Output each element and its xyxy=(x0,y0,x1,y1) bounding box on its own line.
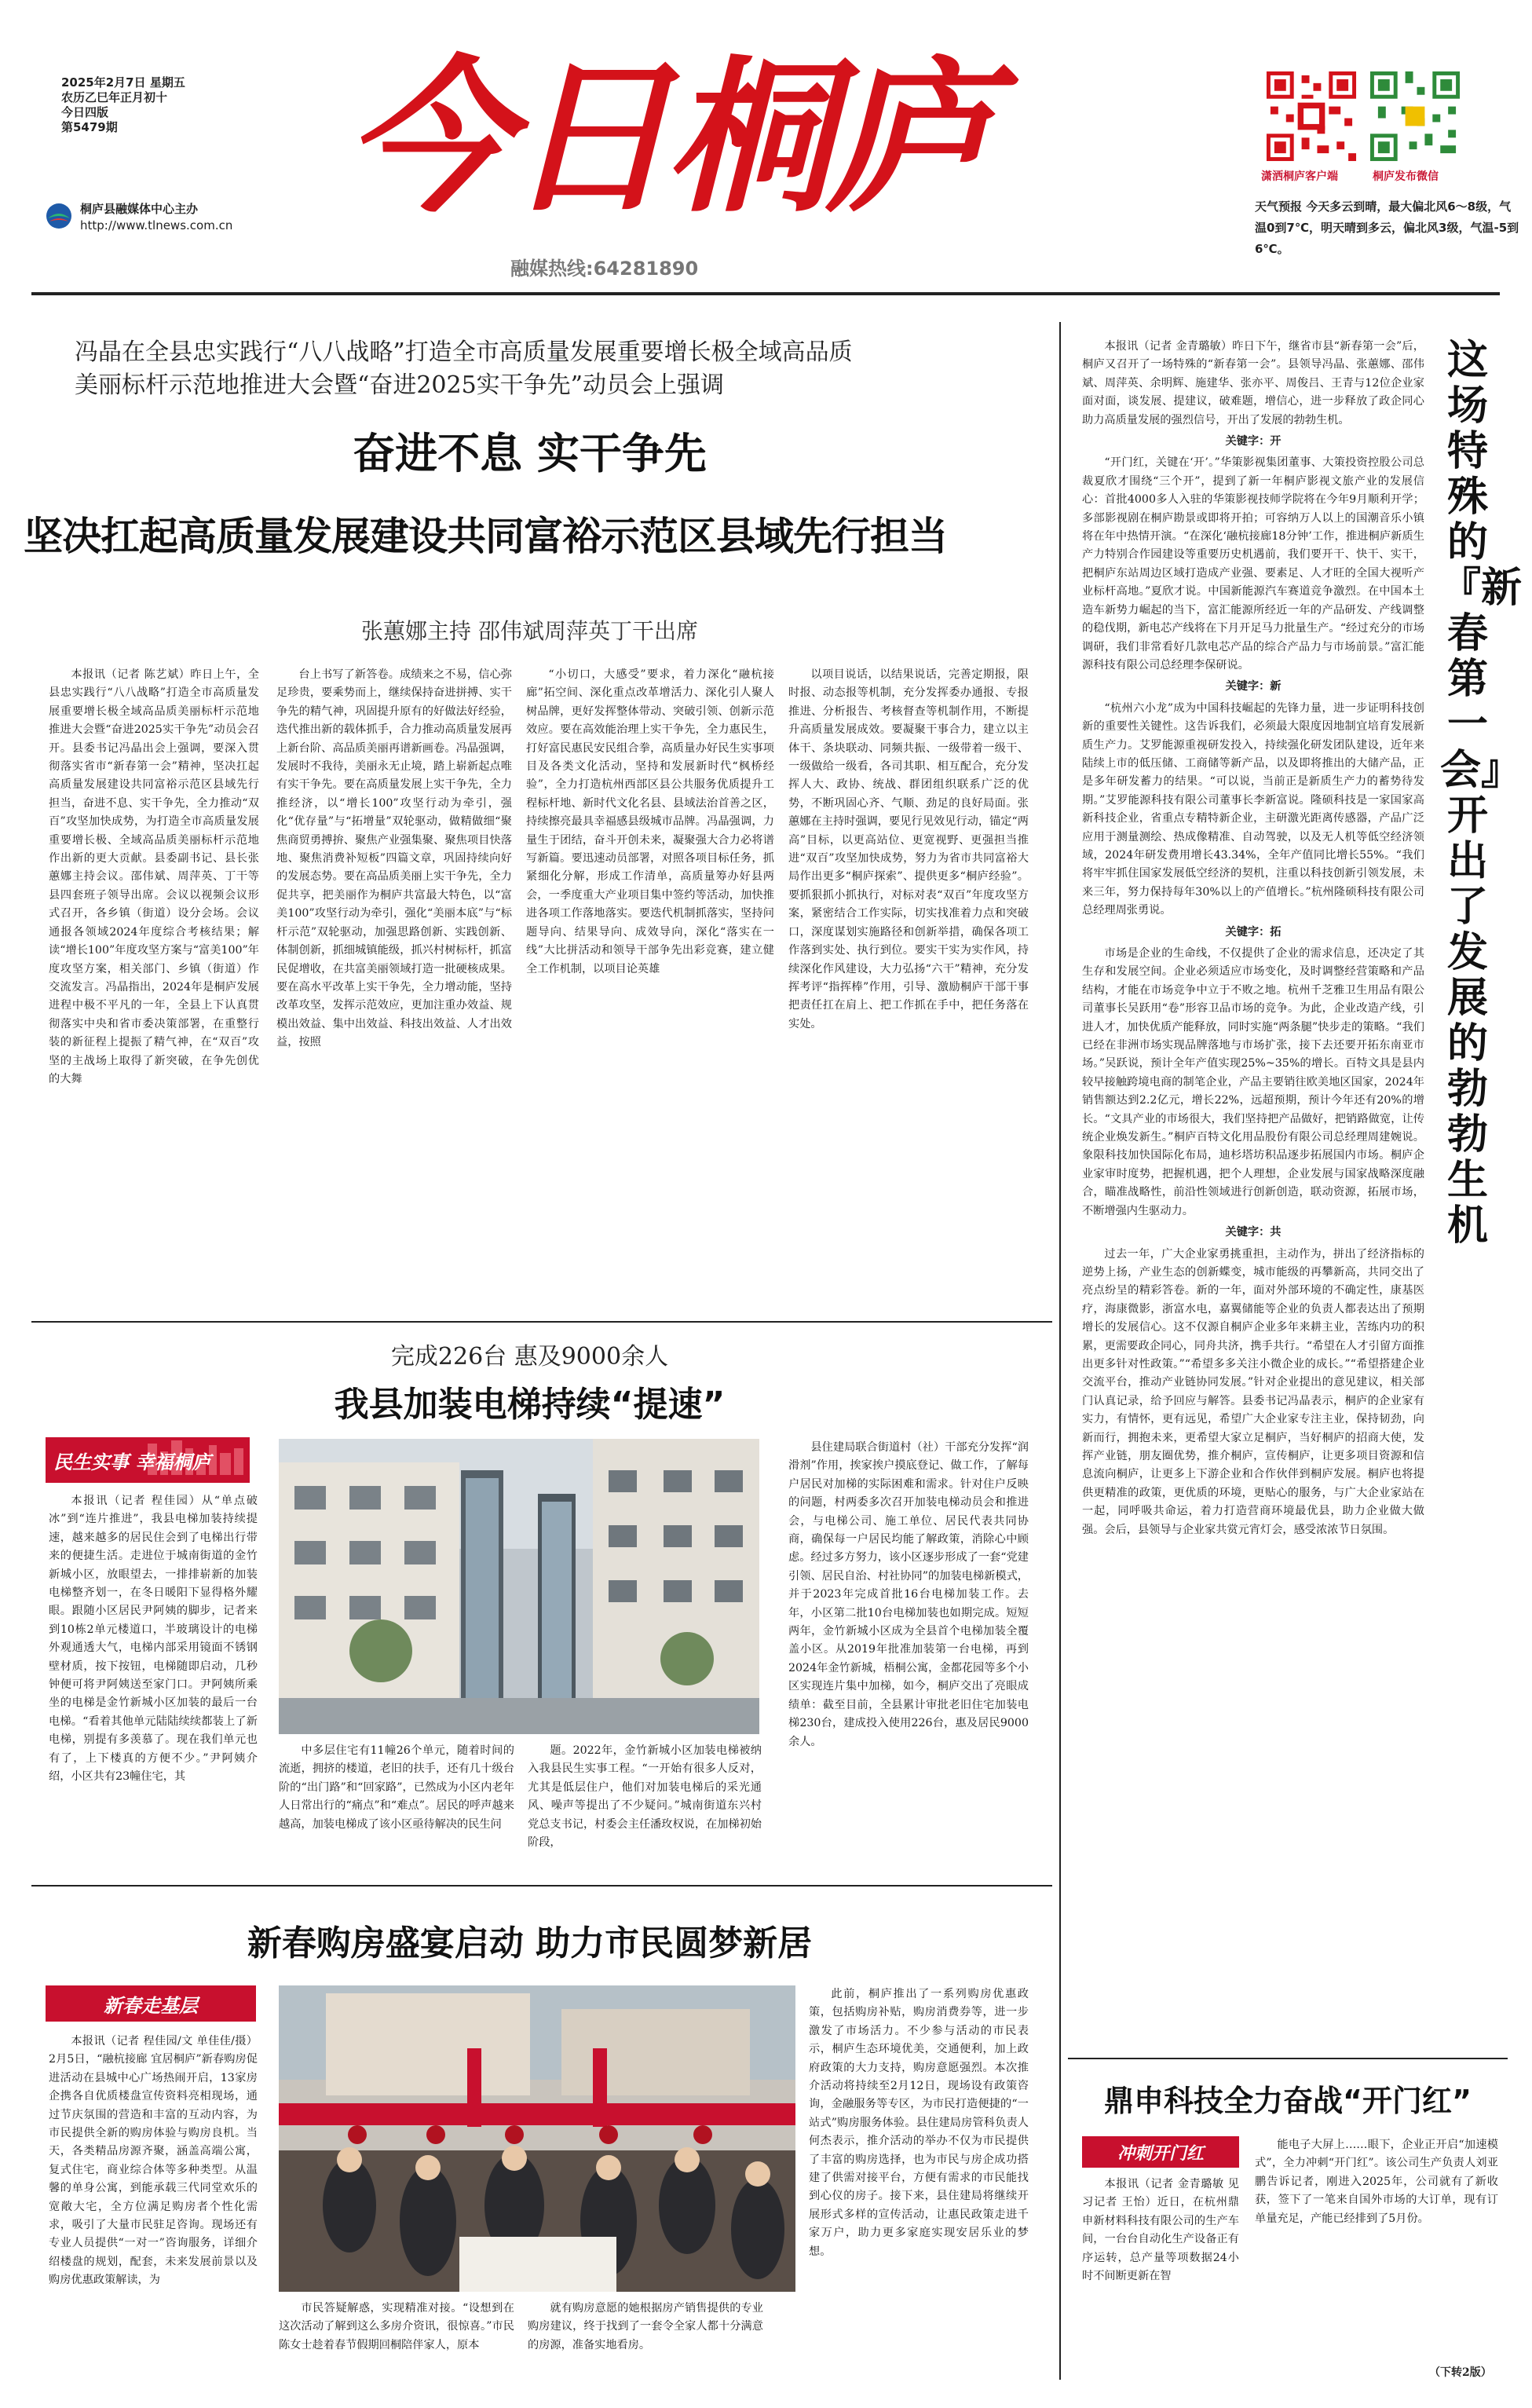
dingshen-column-1 xyxy=(1082,2176,1239,2388)
pages-line: 今日四版 xyxy=(61,105,109,119)
continued-note: （下转2版） xyxy=(1429,2366,1492,2379)
dingshen-column-2 xyxy=(1255,2136,1498,2356)
lead-text-3: “小切口，大感受”要求，着力深化“融杭接廊”拓空间、深化重点改革增活力、深化引人聚人树品牌，更好发挥整体带动、突破引领、创新示范效应。要在高效能治理上实干争先，全力惠民生，打好富民惠民安民组合拳，高质量办好民生实事项目及各类文化活动，坚持和发展新时代“枫桥经验”，全力打造杭州西部区县公共服务优质提升工程标杆地、新时代文化名县、县域法治首善之区，持续擦亮最具幸福感县级城市品牌。冯晶强调，力量生于团结，奋斗开创未来，凝聚强大合力必将谱写新篇。要迅速动员部署，对照各项目标任务，抓紧细化分解，形成工作清单，高质量筹办好县两会，一季度重大产业项目集中签约等活动，加快推进各项工作落地落实。要迭代机制抓落实，坚持问题导向、结果导向、成效导向，深化“落实在一线”大比拼活动和领导干部争先出彩竞赛，建立健全工作机制，以项目论英雄 xyxy=(526,668,774,975)
elevator-caption-text-2: 题。2022年，金竹新城小区加装电梯被纳入我县民生实事工程。“一开始有很多人反对，尤其是低层住户，他们对加装电梯后的采光通风、噪声等提出了不少疑问。”城南街道东兴村党总支书记，村委会主任潘玫权说，在加梯初始阶段， xyxy=(528,1744,762,1850)
newspaper-title: 今日桐庐 xyxy=(346,39,986,235)
lunar-line: 农历乙巳年正月初十 xyxy=(61,90,168,104)
keyword-expand: 关键字：拓 xyxy=(1225,925,1282,939)
keyword-new: 关键字：新 xyxy=(1225,680,1282,693)
livelihood-badge xyxy=(46,1437,250,1483)
keyword-open: 关键字：开 xyxy=(1225,435,1282,448)
keyword-together: 关键字：共 xyxy=(1225,1226,1282,1239)
hotline: 融媒热线:64281890 xyxy=(510,258,699,280)
lead-kicker xyxy=(75,336,1048,402)
special-paragraph-4: 过去一年，广大企业家勇挑重担，主动作为，拼出了经济指标的逆势上扬，产业生态的创新蝶变，城市能级的再攀新高，共同交出了亮点纷呈的精彩答卷。新的一年，面对外部环境的不确定性，康基医疗，海康微影，浙富水电，嘉翼储能等企业的负责人都表达出了预期增长的发展信心。这不仅源自桐庐企业多年来耕主业，苦练内功的积累，更需要政企同心，同舟共济，携手共行。“希望在人才引留方面推出更多针对性政策。”“希望多多关注小微企业的成长。”“希望搭建企业交流平台，推动产业链协同发展。”针对企业提出的意见建议，相关部门认真记录，给予回应与解答。县委书记冯晶表示，桐庐的企业家有实力，有情怀，更有远见，希望广大企业家专注主业，保持韧劲，向新而行，拥抱未来，更希望大家立足桐庐，当好桐庐的招商大使，发挥产业链，朋友圈优势，推介桐庐，宣传桐庐，让更多项目资源和信息流向桐庐，让更多上下游企业和合作伙伴到桐庐发展。桐庐也将提供更精准的政策，更优质的环境，更贴心的服务，与广大企业家站在一起，同呼吸共命运，着力打造营商环境最优县，助力企业做大做强。会后，县领导与企业家共赏元宵灯会，感受浓浓节日氛围。 xyxy=(1082,1247,1424,1536)
elevator-text-3: 县住建局联合街道村（社）干部充分发挥“润滑剂”作用，挨家挨户摸底登记、做工作，了解每户居民对加梯的实际困难和需求。针对住户反映的问题，村两委多次召开加装电梯动员会和推进会，与电梯公司、施工单位、居民代表共同协商，确保每一户居民均能了解政策，消除心中顾虑。经过多方努力，该小区逐步形成了一套“党建引领、居民自治、村社协同”的加装电梯新模式，并于2023年完成首批16台电梯加装工作。去年，小区第二批10台电梯加装也如期完成。短短两年，金竹新城小区成为全县首个电梯加装全覆盖小区。从2019年批准加装第一台电梯，再到2024年金竹新城，梧桐公寓，金都花园等多个小区实现连片集中加梯，如今，桐庐交出了亮眼成绩单：截至目前，全县累计审批老旧住宅加装电梯230台，建成投入使用226台，惠及居民9000余人。 xyxy=(788,1441,1029,1748)
lead-text-2: 台上书写了新答卷。成绩来之不易，信心弥足珍贵，要乘势而上，继续保持奋进拼搏、实干争先的精气神，巩固提升原有的好做法好经验，迭代推出新的载体抓手，合力推动高质量发展再上新台阶、高品质美丽再谱新画卷。冯晶强调，发展时不我待，美丽永无止境，踏上崭新起点唯有实干争先。要在高质量发展上实干争先，全力推经济，以“增长100”攻坚行动为牵引，强化“优存量”与“拓增量”双轮驱动，做精做细“聚焦商贸勇搏拚、聚焦产业强集聚、聚焦项目快落地、聚焦消费补短板”四篇文章，巩固持续向好的发展态势。要在高品质美丽上实干争先，全力促共享，把美丽作为桐庐共富最大特色，以“富美100”攻坚行动为牵引，强化“美丽本底”与“标杆示范”双轮驱动，加强思路创新、实践创新、体制创新，抓细城镇能级，抓兴村树标杆，抓富民促增收，在共富美丽领域打造一批硬核成果。要在高水平改革上实干争先，全力增动能，坚持改革攻坚，发挥示范效应，更加注重办效益、规模出效益、集中出效益、科技出效益、人才出效益，按照 xyxy=(276,668,512,1049)
housing-text-3: 此前，桐庐推出了一系列购房优惠政策，包括购房补贴，购房消费券等，进一步激发了市场活力。不少参与活动的市民表示，桐庐生态环境优美，交通便利，加上政府政策的大力支持，购房意愿强烈。本次推介活动将持续至2月12日，现场设有政策咨询，金融服务等专区，为市民打造便捷的“一站式”购房服务体验。县住建局房管科负责人何杰表示，推介活动的举办不仅为市民提供了丰富的购房选择，也为市民与房企成功搭建了供需对接平台，方便有需求的市民能找到心仪的房子。接下来，县住建局将继续开展形式多样的宣传活动，让惠民政策走进千家万户，助力更多家庭实现安居乐业的梦想。 xyxy=(809,1988,1029,2258)
qr-label-wechat: 桐庐发布微信 xyxy=(1373,170,1439,183)
elevator-photo xyxy=(279,1439,759,1734)
housing-column-1 xyxy=(49,2033,258,2400)
housing-caption-column-1 xyxy=(279,2300,514,2400)
dingshen-headline: 鼎申科技全力奋战“开门红” xyxy=(1104,2084,1472,2118)
weather-forecast: 天气预报 今天多云到晴，最大偏北风6～8级，气温0到7℃，明天晴到多云，偏北风3级，气温-5到6℃。 xyxy=(1255,199,1519,256)
lead-divider xyxy=(31,1321,1052,1323)
housing-photo xyxy=(279,1985,795,2292)
special-paragraph-1: “开门红，关键在‘开’。”华策影视集团董事、大策投资控股公司总裁夏欣才围绕“三个开”，提到了新一年桐庐影视文旅产业的发展信心：首批4000多人入驻的华策影视技师学院将在今年9月顺利开学；多部影视剧在桐庐勘景或即将开拍；可容纳万人以上的国潮音乐小镇将在年中热情开演。“在深化‘融杭接廊18分钟’工作，推进桐庐新质生产力特别合作园建设等重要历史机遇前，我们要开干、快干、实干，把桐庐东站周边区域打造成产业强、要素足、人才旺的全国大视听产业标杆高地。”夏欣才说。中国新能源汽车赛道竞争激烈。在中国本土造车新势力崛起的当下，富汇能源所经近一年的产品研发、产线调整的稳伐期，新电芯产线将在下月开足马力批量生产。“经过充分的市场调研，我们非常看好几款电芯产品的综合产品力与市场前景。”富汇能源科技有限公司总经理李保研说。 xyxy=(1082,456,1424,672)
special-divider xyxy=(1068,2058,1508,2059)
dingshen-text-1: 本报讯（记者 金青璐敏 见习记者 王怡）近日，在杭州鼎申新材料科技有限公司的生产车间，一台台自动化生产设备正有序运转，总产量等项数据24小时不间断更新在智 xyxy=(1082,2178,1239,2283)
media-center-logo-icon xyxy=(46,203,72,229)
date-line: 2025年2月7日 星期五 xyxy=(61,75,185,90)
lead-headline-2: 坚决扛起高质量发展建设共同富裕示范区县域先行担当 xyxy=(24,514,947,559)
special-paragraph-2: “杭州六小龙”成为中国科技崛起的先锋力量，进一步证明科技创新的重要性关键性。这告诉我们，必须最大限度因地制宜培育发展新质生产力。艾罗能源重视研发投入，持续强化研发团队建设，近年来陆续上市的低压储、工商储等新产品，以及即将推出的大储产品，正是多年研发蓄力的结果。“可以说，当前正是新质生产力的蓄势待发期。”艾罗能源科技有限公司董事长李新富说。隆硕科技是一家国家高新科技企业，省重点专精特新企业，主研激光距离传感器，产品广泛应用于测量测绘、热成像精准、自动驾驶，以及无人机等低空经济领域，2024年研发费用增长43.34%，全年产值同比增长55%。“我们将牢牢抓住国家发展低空经济的契机，注重以科技创新引领发展，未来三年，努力保持每年30%以上的产值增长。”杭州隆硕科技有限公司总经理周张勇说。 xyxy=(1082,701,1424,917)
elevator-divider xyxy=(31,1885,1052,1887)
column-divider xyxy=(1059,322,1061,2380)
masthead-divider xyxy=(31,292,1500,295)
dingshen-text-2: 能电子大屏上……眼下，企业正开启“加速模式”，全力冲刺“开门红”。该公司生产负责人刘亚鹏告诉记者，刚进入2025年，公司就有了新收获，签下了一笔来自国外市场的大订单，现有订单量充足，产能已经排到了5月份。 xyxy=(1255,2139,1498,2225)
livelihood-badge-text: 民生实事 幸福桐庐 xyxy=(53,1451,211,1473)
lead-column-2 xyxy=(276,666,512,1312)
lead-kicker-line-2: 美丽标杆示范地推进大会暨“奋进2025实干争先”动员会上强调 xyxy=(75,371,725,399)
elevator-column-1 xyxy=(49,1492,258,1797)
lead-text-4: 以项目说话，以结果说话，完善定期报，限时报、动态报等机制，充分发挥委办通报、专报推进、分析报告、考核督查等机制作用，不断提升高质量发展成效。要凝聚干事合力，建立以主体干、条块联动、同频共振、一级带着一级干、一级做给一级看，各司其职、相互配合，充分发挥人大、政协、统战、群团组织联系广泛的优势，不断巩固心齐、气顺、劲足的良好局面。张蕙娜在主持时强调，要见行见效见行动，锚定“两高”目标，以更高站位、更宽视野、更强担当推进“双百”攻坚加快成势，努力为省市共同富裕大局作出更多“桐庐探索”、提供更多“桐庐经验”。要抓狠抓小抓执行，对标对表“双百”年度攻坚方案，紧密结合工作实际，切实找准着力点和突破口，深度谋划实施路径和创新举措，确保各项工作落到实处、执行到位。要实干实为实作风，持续深化作风建设，大力弘扬“六干”精神，充分发挥考评“指挥棒”作用，引导、激励桐庐干部干事把责任扛在肩上、把工作抓在手中，把任务落在实处。 xyxy=(788,668,1029,1030)
app-qr-code-icon[interactable] xyxy=(1263,68,1360,165)
special-headline: 这场特殊的『新春第一会』开出了发展的勃勃生机 xyxy=(1440,337,1523,1250)
website-link[interactable]: http://www.tlnews.com.cn xyxy=(80,218,233,232)
sponsor: 桐庐县融媒体中心主办 xyxy=(80,202,199,216)
wechat-qr-code-icon[interactable] xyxy=(1366,68,1464,165)
elevator-caption-text-1: 中多层住宅有11幢26个单元，随着时间的流逝，拥挤的楼道，老旧的扶手，还有几十级台阶的“出门路”和“回家路”，已然成为小区内老年人日常出行的“痛点”和“难点”。居民的呼声越来越高，加装电梯成了该小区亟待解决的民生问 xyxy=(279,1744,514,1831)
lead-column-1 xyxy=(49,666,259,1312)
sprint-badge: 冲刺开门红 xyxy=(1082,2136,1239,2168)
lead-kicker-line-1: 冯晶在全县忠实践行“八八战略”打造全市高质量发展重要增长极全域高品质 xyxy=(75,339,853,366)
elevator-kicker: 完成226台 惠及9000余人 xyxy=(390,1343,669,1371)
housing-caption-text-2: 就有购房意愿的她根据房产销售提供的专业购房建议，终于找到了一套令全家人都十分满意的房源，准备实地看房。 xyxy=(528,2302,763,2351)
elevator-text-1: 本报讯（记者 程佳园）从“单点破冰”到“连片推进”，我县电梯加装持续提速，越来越多的居民住会到了电梯出行带来的便捷生活。走进位于城南街道的金竹新城小区，放眼望去，一排排崭新的加装电梯整齐划一，在冬日暖阳下显得格外耀眼。跟随小区居民尹阿姨的脚步，记者来到10栋2单元楼道口，半玻璃设计的电梯外观通透大气，电梯内部采用镜面不锈钢壁材质，按下按钮，电梯随即启动，几秒钟便可将尹阿姨送至家门口。尹阿姨所乘坐的电梯是金竹新城小区加装的最后一台电梯。“看着其他单元陆陆续续都装上了新电梯，别提有多羡慕了。现在我们单元也有了，上下楼真的方便不少。”尹阿姨介绍，小区共有23幢住宅，其 xyxy=(49,1495,258,1784)
elevator-caption-column-1 xyxy=(279,1742,514,1838)
housing-text-1: 本报讯（记者 程佳园/文 单佳佳/摄）2月5日，“融杭接廊 宜居桐庐”新春购房促进活动在县城中心广场热闹开启，13家房企携各自优质楼盘宣传资料亮相现场，通过节庆氛围的营造和丰富的互动内容，为市民提供全新的购房体验与购房良机。当天，各类精品房源齐聚，涵盖高端公寓，复式住宅，商业综合体等多种类型。从温馨的单身公寓，到能承载三代同堂欢乐的宽敞大宅，全方位满足购房者个性化需求，吸引了大量市民驻足咨询。现场还有专业人员提供“一对一”咨询服务，详细介绍楼盘的规划，配套，未来发展前景以及购房优惠政策解读，为 xyxy=(49,2035,258,2287)
date-block xyxy=(61,75,185,135)
special-body xyxy=(1082,338,1424,2050)
qr-label-app: 潇洒桐庐客户端 xyxy=(1261,170,1338,183)
lead-text-1: 本报讯（记者 陈艺斌）昨日上午，全县忠实践行“八八战略”打造全市高质量发展重要增长极全域高品质美丽标杆示范地推进大会暨“奋进2025实干争先”动员会召开。县委书记冯晶出会上强调，要深入贯彻落实省市“新春第一会”精神，坚决扛起高质量发展建设共同富裕示范区县域先行担当，奋进不息、实干争先，全力推动“双百”攻坚加快成势，为打造全市高质量发展重要增长极、全域高品质美丽标杆示范地作出新的更大贡献。县委副书记、县长张蕙娜主持会议。邵伟斌、周萍英、丁干等县四套班子领导出席。会议以视频会议形式召开，各乡镇（街道）设分会场。会议通报各领域2024年度综合考核结果；解读“增长100”年度攻坚方案与“富美100”年度攻坚方案，相关部门、乡镇（街道）作交流发言。冯晶指出，2024年是桐庐发展进程中极不平凡的一年，全县上下认真贯彻落实中央和省市委决策部署，在重整行装的新征程上提振了精气神，在“双百”攻坚的主战场上取得了新突破，在争先创优的大舞 xyxy=(49,668,259,1085)
lead-column-4 xyxy=(788,666,1029,1312)
issue-line: 第5479期 xyxy=(61,120,118,134)
lead-subhead: 张蕙娜主持 邵伟斌周萍英丁干出席 xyxy=(361,618,698,644)
elevator-caption-column-2 xyxy=(528,1742,762,1850)
housing-caption-text-1: 市民答疑解惑，实现精准对接。“设想到在这次活动了解到这么多房介资讯，很惊喜。”市民陈女士趁着春节假期回桐陪伴家人，原本 xyxy=(279,2302,514,2351)
spring-news-badge: 新春走基层 xyxy=(46,1985,256,2022)
elevator-column-3 xyxy=(788,1439,1029,1838)
special-intro: 本报讯（记者 金青璐敏）昨日下午，继省市县“新春第一会”后，桐庐又召开了一场特殊的“新春第一会”。县领导冯晶、张蕙娜、邵伟斌、周萍英、余明辉、施建华、张亦平、周俊吕、王青与12位企业家面对面，谈发展、提建议，破难题，增信心，进一步释放了政企同心助力高质量发展的强烈信号，开出了发展的勃勃生机。 xyxy=(1082,340,1424,426)
special-paragraph-3: 市场是企业的生命线，不仅提供了企业的需求信息，还决定了其生存和发展空间。企业必须适应市场变化，及时调整经营策略和产品结构，才能在市场竞争中立于不败之地。杭州千芝雅卫生用品有限公司董事长吴跃用“卷”形容卫品市场的竞争。为此，企业改造产线，引进人才，加快优质产能释放，同时实施“两条腿”快步走的策略。“我们已经在非洲市场实现品牌落地与市场扩张，接下去还要开拓东南亚市场。”吴跃说，预计全年产值实现25%~35%的增长。百特文具是县内较早接触跨境电商的制笔企业，产品主要销往欧美地区国家，2024年销售额达到2.2亿元，增长22%，远超预期，预计今年还有20%的增长。“文具产业的市场很大，我们坚持把产品做好，把销路做宽，让传统企业焕发新生。”桐庐百特文化用品股份有限公司总经理周建婉说。象限科技加快国际化布局，迪杉塔坊积品逐步拓展国内市场。桐庐企业家审时度势，把握机遇，把个人理想，企业发展与国家战略深度融合，瞄准战略性，前沿性领域进行创新创造，联动资源，拓展市场，不断增强内生驱动力。 xyxy=(1082,947,1424,1217)
lead-headline-1: 奋进不息 实干争先 xyxy=(353,429,707,478)
lead-column-3 xyxy=(526,666,774,1312)
sponsor-block xyxy=(80,201,232,234)
elevator-headline: 我县加装电梯持续“提速” xyxy=(334,1385,726,1425)
housing-caption-column-2 xyxy=(528,2300,763,2400)
housing-column-3 xyxy=(809,1985,1029,2400)
housing-headline: 新春购房盛宴启动 助力市民圆梦新居 xyxy=(247,1923,813,1963)
